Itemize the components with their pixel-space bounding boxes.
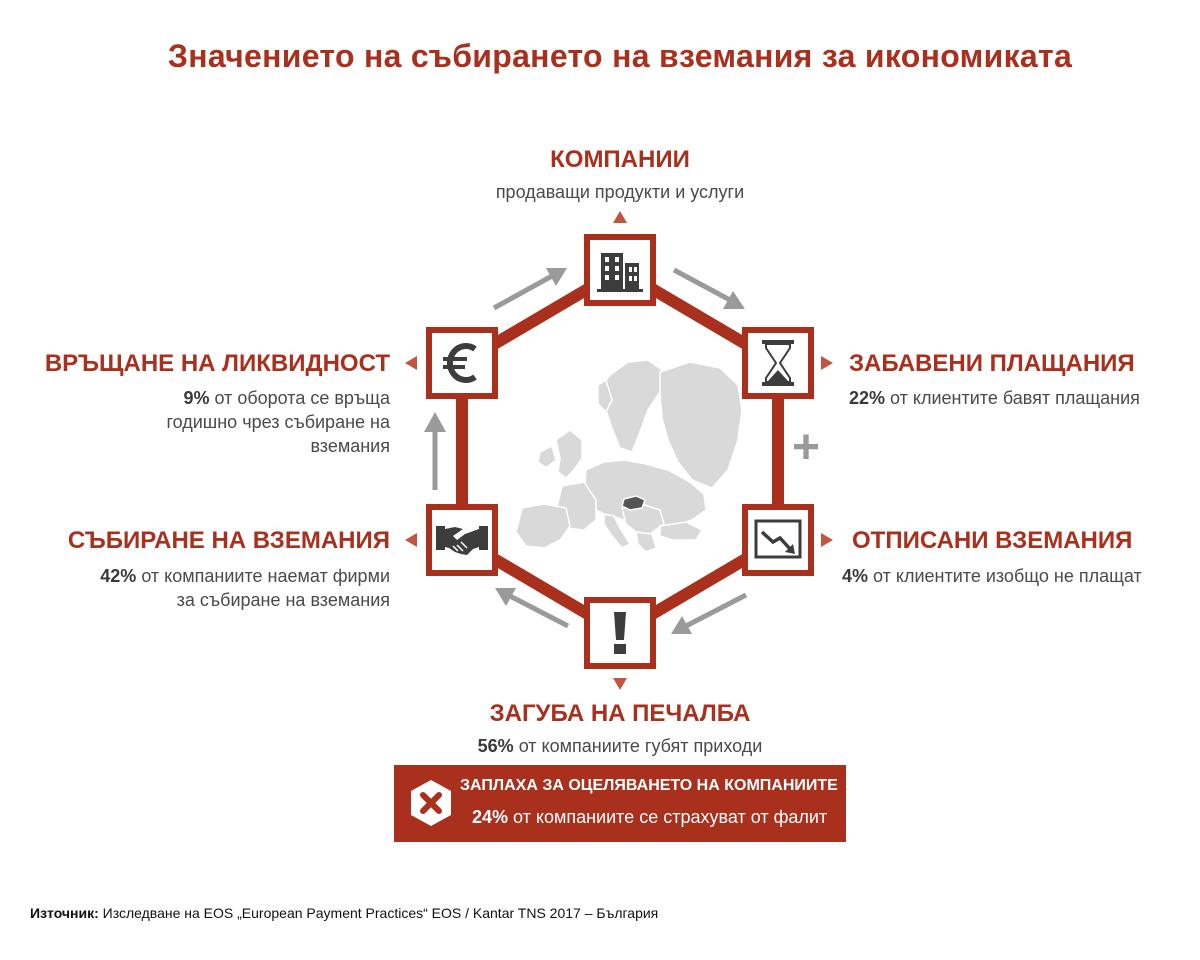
page-title: Значението на събирането на вземания за икономиката — [167, 38, 1073, 74]
pointer-left-collection — [405, 533, 417, 547]
source-label: Източник: — [30, 905, 99, 921]
threat-box — [394, 765, 846, 842]
collection-percent: 42% — [100, 566, 137, 586]
delayed-percent: 22% — [849, 388, 886, 408]
companies-text: продаващи продукти и услуги — [495, 182, 745, 202]
companies-heading: КОМПАНИИ — [550, 146, 690, 173]
collection-heading: СЪБИРАНЕ НА ВЗЕМАНИЯ — [67, 527, 390, 554]
arrow-collection-to-liquidity — [424, 412, 446, 490]
handshake-icon — [435, 520, 489, 560]
threat-percent: 24% — [472, 807, 509, 827]
written-off-text: 4% от клиентите изобщо не плащат — [842, 566, 1142, 586]
close-hexagon-icon — [408, 778, 454, 828]
pointer-right-delayed — [821, 356, 833, 370]
liquidity-heading: ВРЪЩАНЕ НА ЛИКВИДНОСТ — [44, 350, 390, 377]
hourglass-icon — [756, 338, 800, 388]
loss-text: 56% от компаниите губят приходи — [477, 736, 763, 756]
exclamation-icon — [610, 610, 630, 656]
node-liquidity — [426, 327, 498, 399]
collection-text: 42% от компаниите наемат фирми за събиране на вземания — [100, 566, 390, 610]
written-off-heading: ОТПИСАНИ ВЗЕМАНИЯ — [852, 527, 1133, 554]
declining-chart-icon — [753, 518, 803, 562]
loss-percent: 56% — [477, 736, 514, 756]
node-delayed — [742, 327, 814, 399]
threat-heading: ЗАПЛАХА ЗА ОЦЕЛЯВАНЕТО НА КОМПАНИИТЕ — [460, 777, 838, 794]
euro-icon — [439, 340, 485, 386]
threat-text: 24% от компаниите се страхуват от фалит — [472, 807, 828, 827]
pointer-up — [613, 211, 627, 223]
europe-map — [516, 360, 742, 552]
delayed-heading: ЗАБАВЕНИ ПЛАЩАНИЯ — [849, 350, 1135, 377]
liquidity-percent: 9% — [183, 388, 210, 408]
building-icon — [595, 245, 645, 295]
pointer-down — [613, 678, 627, 690]
source-note — [30, 905, 658, 921]
pointer-right-written-off — [821, 533, 833, 547]
liquidity-text: 9% от оборота се връща годишно чрез събиране на вземания — [166, 388, 390, 456]
pointer-left-liquidity — [405, 356, 417, 370]
source-text: Изследване на EOS „European Payment Practices“ EOS / Kantar TNS 2017 – България — [102, 905, 659, 921]
delayed-text: 22% от клиентите бавят плащания — [849, 388, 1140, 408]
written-off-percent: 4% — [842, 566, 869, 586]
plus-sign: + — [792, 421, 821, 474]
node-collection — [426, 504, 498, 576]
node-written-off — [742, 504, 814, 576]
node-companies — [584, 234, 656, 306]
loss-heading: ЗАГУБА НА ПЕЧАЛБА — [489, 700, 751, 727]
node-loss — [584, 597, 656, 669]
